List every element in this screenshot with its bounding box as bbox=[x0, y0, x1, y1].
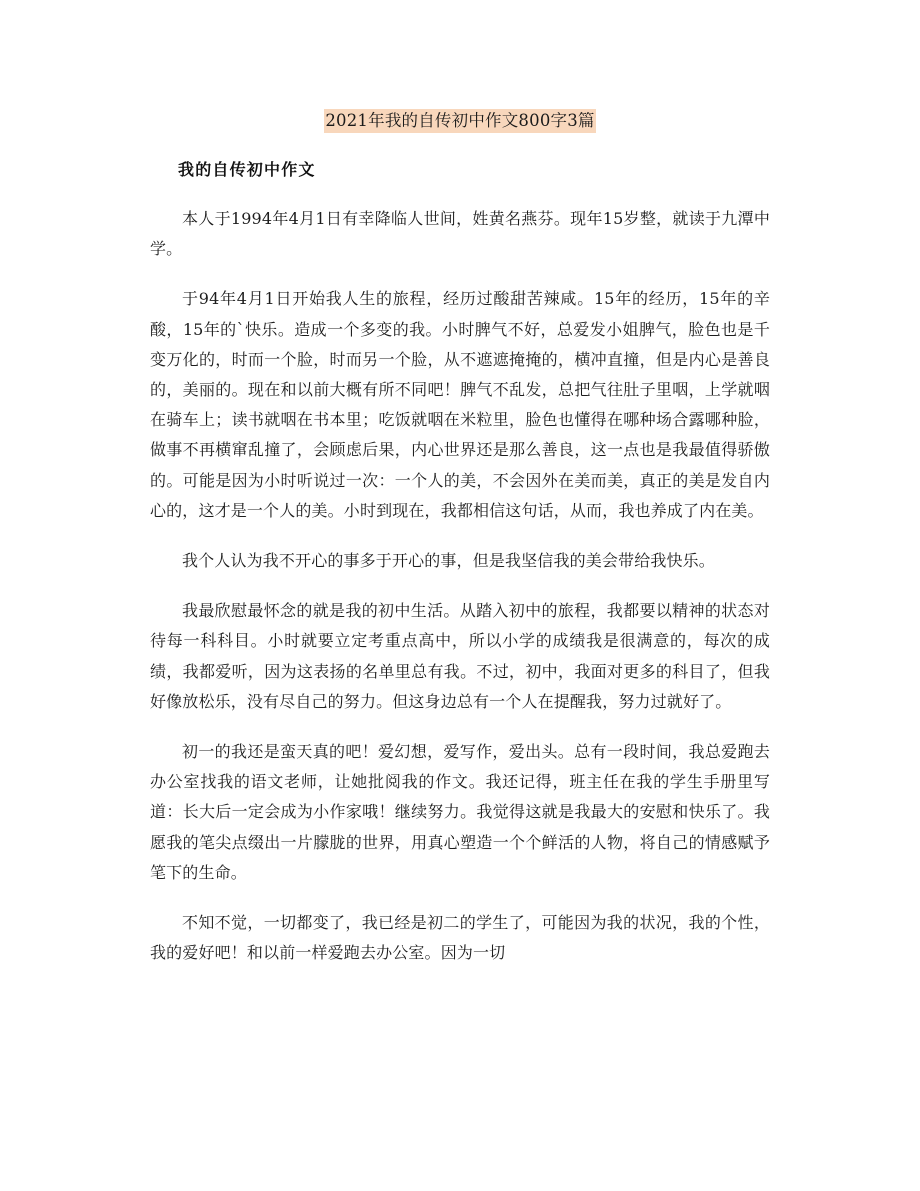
body-paragraph: 我个人认为我不开心的事多于开心的事，但是我坚信我的美会带给我快乐。 bbox=[182, 551, 715, 571]
document-title-text: 2021年我的自传初中作文800字3篇 bbox=[324, 109, 595, 133]
body-paragraph: 不知不觉，一切都变了，我已经是初二的学生了，可能因为我的状况，我的个性，我的爱好吧！和以前一样爱跑去办公室。因为一切 bbox=[150, 913, 770, 963]
document-subtitle: 我的自传初中作文 bbox=[178, 160, 316, 179]
body-paragraph: 于94年4月1日开始我人生的旅程，经历过酸甜苦辣咸。15年的经历，15年的辛酸，15年的`快乐。造成一个多变的我。小时脾气不好，总爱发小姐脾气，脸色也是千变万化的，时而一个脸，时而另一个脸，从不遮遮掩掩的，横冲直撞，但是内心是善良的，美丽的。现在和以前大概有所不同吧！脾气不乱发，总把气往肚子里咽，上学就咽在骑车上；读书就咽在书本里；吃饭就咽在米粒里，脸色也懂得在哪种场合露哪种脸，做事不再横窜乱撞了，会顾虑后果，内心世界还是那么善良，这一点也是我最值得骄傲的。可能是因为小时听说过一次：一个人的美，不会因外在美而美，真正的美是发自内心的，这才是一个人的美。小时到现在，我都相信这句话，从而，我也养成了内在美。 bbox=[150, 289, 770, 520]
document-content bbox=[150, 108, 770, 968]
body-paragraph: 本人于1994年4月1日有幸降临人世间，姓黄名燕芬。现年15岁整，就读于九潭中学。 bbox=[150, 209, 770, 259]
body-paragraph: 我最欣慰最怀念的就是我的初中生活。从踏入初中的旅程，我都要以精神的状态对待每一科科目。小时就要立定考重点高中，所以小学的成绩我是很满意的，每次的成绩，我都爱听，因为这表扬的名单里总有我。不过，初中，我面对更多的科目了，但我好像放松乐，没有尽自己的努力。但这身边总有一个人在提醒我，努力过就好了。 bbox=[150, 601, 770, 711]
body-paragraph: 初一的我还是蛮天真的吧！爱幻想，爱写作，爱出头。总有一段时间，我总爱跑去办公室找我的语文老师，让她批阅我的作文。我还记得，班主任在我的学生手册里写道：长大后一定会成为小作家哦！继续努力。我觉得这就是我最大的安慰和快乐了。我愿我的笔尖点缀出一片朦胧的世界，用真心塑造一个个鲜活的人物，将自己的情感赋予笔下的生命。 bbox=[150, 742, 770, 882]
document-title bbox=[150, 108, 770, 134]
